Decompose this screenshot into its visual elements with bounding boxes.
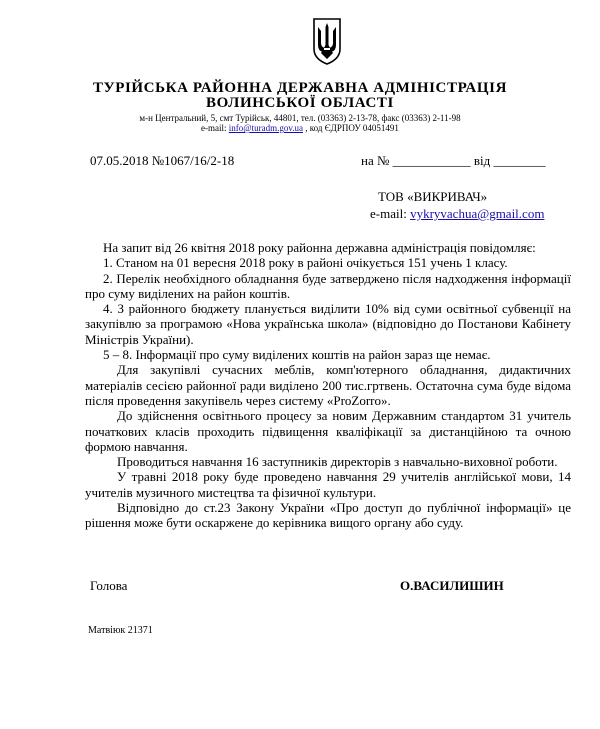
deputies-paragraph: Проводиться навчання 16 заступників директорів з навчально-виховної роботи.	[117, 454, 558, 470]
may-training-paragraph: У травні 2018 року буде проведено навчання 29 учителів англійської мови, 14 учителів музичного мистецтва та фізичної культури.	[85, 469, 571, 500]
law-paragraph: Відповідно до ст.23 Закону України «Про доступ до публічної інформації» це рішення може бути оскаржене до керівника вищого органу або суду.	[85, 500, 571, 531]
recipient-email	[370, 206, 544, 222]
outgoing-number: 07.05.2018 №1067/16/2-18	[90, 153, 235, 168]
item-2: 2. Перелік необхідного обладнання буде затверджено після надходження інформації про суму виділених на район коштів.	[85, 270, 571, 301]
org-email-link[interactable]: info@turadm.gov.ua	[228, 123, 303, 133]
intro-paragraph: На запит від 26 квітня 2018 року районна державна адміністрація повідомляє:	[103, 240, 536, 255]
training-paragraph: До здійснення освітнього процесу за новим Державним стандартом 31 учитель початкових класів проходить підвищення кваліфікації за дистанційною та очною формою навчання.	[85, 408, 571, 454]
signatory-name: О.ВАСИЛИШИН	[400, 578, 504, 593]
incoming-reference: на № ____________ від ________	[361, 153, 546, 168]
item-4: 4. З районного бюджету планується виділити 10% від суми освітньої субвенції на закупівлю за програмою «Нова українська школа» (відповідно до Постанови Кабінету Міністрів України).	[85, 301, 571, 347]
org-address: м-н Центральний, 5, смт Турійськ, 44801, тел. (03363) 2-13-78, факс (03363) 2-11-98	[139, 113, 461, 123]
ukraine-trident-emblem-icon	[311, 17, 343, 65]
furniture-paragraph: Для закупівлі сучасних меблів, комп'ютерного обладнання, дидактичних матеріалів сесією районної ради виділено 200 тис.гртвень. Остаточна сума буде відома після проведення закупівель через систему «ProZorro».	[85, 362, 571, 408]
recipient-name: ТОВ «ВИКРИВАЧ»	[378, 189, 488, 204]
item-5-8: 5 – 8. Інформації про суму виділених коштів на район зараз ще немає.	[103, 347, 491, 363]
org-title-line1: ТУРІЙСЬКА РАЙОННА ДЕРЖАВНА АДМІНІСТРАЦІЯ	[93, 80, 507, 96]
org-edrpou: , код ЄДРПОУ 04051491	[303, 123, 399, 133]
executor-note: Матвіюк 21371	[88, 625, 153, 636]
org-email-prefix: e-mail:	[201, 123, 229, 133]
recipient-email-link[interactable]: vykryvachua@gmail.com	[410, 206, 545, 221]
signatory-position: Голова	[90, 578, 128, 593]
org-title-line2: ВОЛИНСЬКОЇ ОБЛАСТІ	[206, 95, 394, 111]
letter-body	[85, 240, 571, 531]
org-contacts	[0, 123, 600, 133]
recipient-email-prefix: e-mail:	[370, 206, 411, 221]
item-1: 1. Станом на 01 вересня 2018 року в районі очікується 151 учень 1 класу.	[103, 255, 508, 271]
